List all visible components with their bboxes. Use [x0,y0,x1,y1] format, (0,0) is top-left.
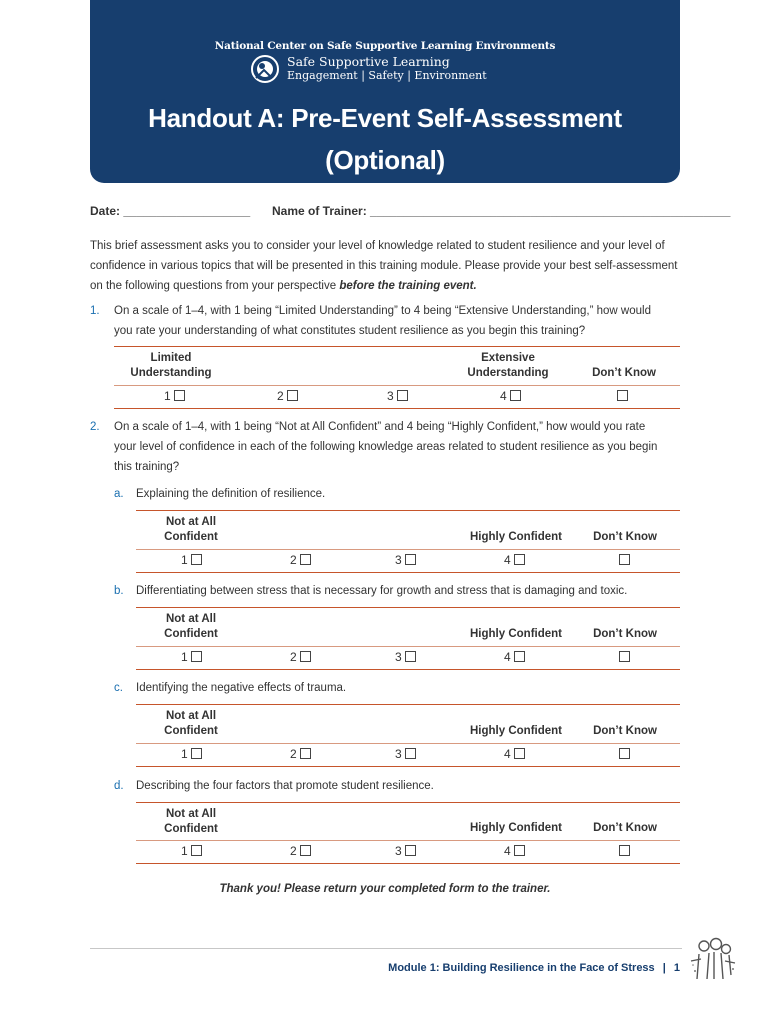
q2c-header-low-2: Confident [164,725,218,737]
q2d-header-low-1: Not at All [165,808,217,820]
q2b-header-low [150,612,232,642]
q2d-letter: d. [114,780,124,792]
q1-option-3-label: 3 [387,389,394,403]
q2d-option-3[interactable] [395,844,416,858]
q2a-bottom-rule [136,572,680,573]
checkbox-icon[interactable] [191,748,202,759]
q2d-mid-rule [136,840,680,841]
q2c-header-low-1: Not at All [165,710,217,722]
date-field[interactable]: Date: ___________________ [90,204,251,218]
checkbox-icon[interactable] [300,651,311,662]
checkbox-icon[interactable] [300,748,311,759]
q2a-header-low-2: Confident [164,531,218,543]
trainer-field[interactable]: Name of Trainer: ______________________________________________________ [272,204,731,218]
footer-divider [90,948,682,949]
q2b-header-low-2: Confident [164,628,218,640]
q1-header-low-1: Limited [150,352,192,364]
q2c-bottom-rule [136,766,680,767]
q1-header-low [115,351,227,381]
footer-separator: | [662,962,666,974]
q2b-header-dk: Don’t Know [593,628,657,640]
q1-header-dk: Don’t Know [592,367,656,379]
q2c-mid-rule [136,743,680,744]
q2d-option-1-label: 1 [181,844,188,858]
thank-you-note: Thank you! Please return your completed form to the trainer. [219,883,551,895]
q2c-option-1-label: 1 [181,747,188,761]
checkbox-icon[interactable] [300,845,311,856]
checkbox-icon[interactable] [174,390,185,401]
q2a-header-low [150,515,232,545]
q2b-letter: b. [114,585,124,597]
page-title [90,97,680,181]
checkbox-icon[interactable] [514,651,525,662]
q2d-option-dk[interactable] [619,844,630,858]
header-banner [90,0,680,183]
intro-text: This brief assessment asks you to consider your level of knowledge related to student resilience and your level of confidence in various topics that will be presented in this training module. Please provide your best self-assessment on the following questions from your perspective [90,240,678,292]
q2d-option-4-label: 4 [504,844,511,858]
q1-line2: you rate your understanding of what constitutes student resilience as you begin this training? [114,325,586,337]
checkbox-icon[interactable] [191,651,202,662]
q1-option-2[interactable] [277,389,298,403]
q2a-option-2[interactable] [290,553,311,567]
q2c-header-high: Highly Confident [470,725,562,737]
title-line2: (Optional) [325,145,445,175]
q2c-option-dk[interactable] [619,747,630,761]
q2d-option-2-label: 2 [290,844,297,858]
title-line1: Handout A: Pre-Event Self-Assessment [148,103,622,133]
intro-emphasis: before the training event. [339,280,477,292]
q1-header-high [452,351,564,381]
checkbox-icon[interactable] [397,390,408,401]
q2d-option-1[interactable] [181,844,202,858]
q1-line1: On a scale of 1–4, with 1 being “Limited Understanding” to 4 being “Extensive Understanding,” how would [114,305,651,317]
q2a-option-1-label: 1 [181,553,188,567]
q2d-top-rule [136,802,680,803]
q2c-letter: c. [114,682,123,694]
checkbox-icon[interactable] [405,845,416,856]
q2c-option-3-label: 3 [395,747,402,761]
q2b-option-3[interactable] [395,650,416,664]
q2b-option-1[interactable] [181,650,202,664]
q2b-top-rule [136,607,680,608]
q2c-option-1[interactable] [181,747,202,761]
q2a-letter: a. [114,488,124,500]
q1-option-4-label: 4 [500,389,507,403]
q2b-bottom-rule [136,669,680,670]
checkbox-icon[interactable] [619,748,630,759]
q2b-header-high: Highly Confident [470,628,562,640]
logo-line2: Engagement | Safety | Environment [287,69,487,82]
q2d-text: Describing the four factors that promote student resilience. [136,780,434,792]
checkbox-icon[interactable] [617,390,628,401]
checkbox-icon[interactable] [619,651,630,662]
q2a-mid-rule [136,549,680,550]
q1-option-1[interactable] [164,389,185,403]
logo-line1: Safe Supportive Learning [287,54,450,69]
q1-bottom-rule [114,408,680,409]
footer-illustration-icon [687,935,737,985]
q2d-header-low [150,807,232,837]
q2d-bottom-rule [136,863,680,864]
q1-header-high-1: Extensive [481,352,535,364]
logo-icon [250,54,280,84]
q2d-header-low-2: Confident [164,823,218,835]
checkbox-icon[interactable] [287,390,298,401]
checkbox-icon[interactable] [405,554,416,565]
checkbox-icon[interactable] [510,390,521,401]
q2a-option-3-label: 3 [395,553,402,567]
q2a-option-3[interactable] [395,553,416,567]
q2-line2: your level of confidence in each of the following knowledge areas related to student resilience as you begin [114,441,658,453]
q2d-option-3-label: 3 [395,844,402,858]
checkbox-icon[interactable] [191,554,202,565]
q2c-option-2[interactable] [290,747,311,761]
q2b-option-4[interactable] [504,650,525,664]
q2b-mid-rule [136,646,680,647]
checkbox-icon[interactable] [514,554,525,565]
q2c-text: Identifying the negative effects of trauma. [136,682,347,694]
checkbox-icon[interactable] [514,845,525,856]
q1-option-4[interactable] [500,389,521,403]
q2c-top-rule [136,704,680,705]
q2d-header-high: Highly Confident [470,822,562,834]
q1-mid-rule [114,385,680,386]
q2a-option-dk[interactable] [619,553,630,567]
checkbox-icon[interactable] [300,554,311,565]
q2a-text: Explaining the definition of resilience. [136,488,326,500]
q2a-option-1[interactable] [181,553,202,567]
q1-option-3[interactable] [387,389,408,403]
logo-text [287,55,487,83]
q1-header-high-2: Understanding [467,367,549,379]
checkbox-icon[interactable] [191,845,202,856]
q2a-option-4-label: 4 [504,553,511,567]
q2d-option-2[interactable] [290,844,311,858]
q1-option-1-label: 1 [164,389,171,403]
checkbox-icon[interactable] [405,748,416,759]
q2b-option-2-label: 2 [290,650,297,664]
q2c-header-dk: Don’t Know [593,725,657,737]
q2d-option-4[interactable] [504,844,525,858]
checkbox-icon[interactable] [619,554,630,565]
q2-number: 2. [90,421,100,433]
q2b-option-2[interactable] [290,650,311,664]
q2b-option-3-label: 3 [395,650,402,664]
q2c-option-3[interactable] [395,747,416,761]
q2a-top-rule [136,510,680,511]
q2b-option-4-label: 4 [504,650,511,664]
checkbox-icon[interactable] [514,748,525,759]
q2b-option-dk[interactable] [619,650,630,664]
q2a-option-4[interactable] [504,553,525,567]
q2b-header-low-1: Not at All [165,613,217,625]
footer-module: Module 1: Building Resilience in the Face of Stress [388,962,655,974]
q1-header-low-2: Understanding [130,367,212,379]
q2b-option-1-label: 1 [181,650,188,664]
q2-line1: On a scale of 1–4, with 1 being “Not at All Confident” and 4 being “Highly Confident,” how would you rate [114,421,646,433]
intro-paragraph [90,236,685,296]
q1-top-rule [114,346,680,347]
q2a-header-low-1: Not at All [165,516,217,528]
q2c-option-2-label: 2 [290,747,297,761]
footer-page-number: 1 [673,962,680,974]
q2d-header-dk: Don’t Know [593,822,657,834]
q2b-text: Differentiating between stress that is necessary for growth and stress that is damaging and toxic. [136,585,628,597]
q2c-option-4-label: 4 [504,747,511,761]
q1-option-dk[interactable] [617,389,628,403]
footer-label [388,962,680,974]
q2a-option-2-label: 2 [290,553,297,567]
q2a-header-high: Highly Confident [470,531,562,543]
q2-line3: this training? [114,461,180,473]
q1-number: 1. [90,305,100,317]
org-name: National Center on Safe Supportive Learning Environments [214,40,556,52]
q2c-option-4[interactable] [504,747,525,761]
q2c-header-low [150,709,232,739]
q2a-header-dk: Don’t Know [593,531,657,543]
q1-option-2-label: 2 [277,389,284,403]
checkbox-icon[interactable] [405,651,416,662]
checkbox-icon[interactable] [619,845,630,856]
